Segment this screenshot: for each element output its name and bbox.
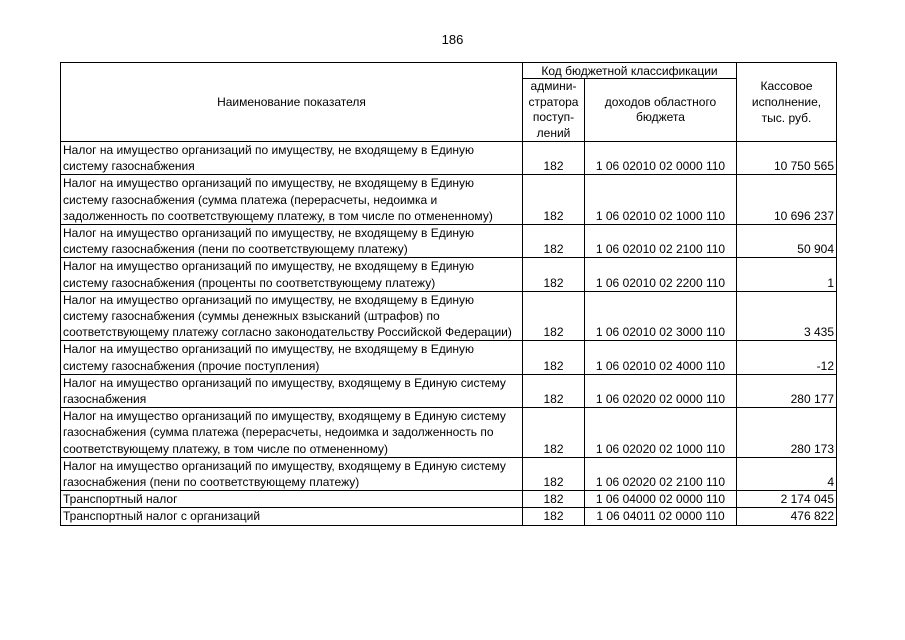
row-cash-execution: 2 174 045 (737, 491, 837, 508)
header-code-group: Код бюджетной классификации (523, 63, 737, 79)
row-administrator-code: 182 (523, 408, 585, 458)
row-indicator-name: Налог на имущество организаций по имуществу, не входящему в Единую систему газоснабжения (суммы денежных взысканий (штрафов) по соответствующему платежу согласно законодательству Российской Федерации) (61, 291, 523, 341)
table-row (61, 374, 837, 407)
row-income-code: 1 06 04000 02 0000 110 (585, 491, 737, 508)
row-administrator-code: 182 (523, 508, 585, 525)
header-cash-execution: Кассовое исполнение, тыс. руб. (737, 63, 837, 142)
row-administrator-code: 182 (523, 491, 585, 508)
row-income-code: 1 06 02010 02 1000 110 (585, 175, 737, 225)
row-administrator-code: 182 (523, 225, 585, 258)
table-row (61, 408, 837, 458)
row-indicator-name: Транспортный налог (61, 491, 523, 508)
row-cash-execution: 476 822 (737, 508, 837, 525)
table-row (61, 175, 837, 225)
row-cash-execution: 10 750 565 (737, 142, 837, 175)
row-cash-execution: 10 696 237 (737, 175, 837, 225)
table-row (61, 491, 837, 508)
row-administrator-code: 182 (523, 175, 585, 225)
row-administrator-code: 182 (523, 142, 585, 175)
page-number: 186 (441, 32, 464, 47)
row-indicator-name: Налог на имущество организаций по имуществу, не входящему в Единую систему газоснабжения (пени по соответствующему платежу) (61, 225, 523, 258)
row-indicator-name: Налог на имущество организаций по имуществу, входящему в Единую систему газоснабжения (61, 374, 523, 407)
row-income-code: 1 06 02010 02 4000 110 (585, 341, 737, 374)
row-income-code: 1 06 02010 02 3000 110 (585, 291, 737, 341)
budget-table (60, 62, 837, 526)
table-row (61, 341, 837, 374)
table-body (61, 142, 837, 526)
header-indicator-name: Наименование показателя (61, 63, 523, 142)
row-income-code: 1 06 02010 02 2100 110 (585, 225, 737, 258)
row-indicator-name: Транспортный налог с организаций (61, 508, 523, 525)
table-row (61, 225, 837, 258)
row-cash-execution: 1 (737, 258, 837, 291)
row-indicator-name: Налог на имущество организаций по имуществу, не входящему в Единую систему газоснабжения (61, 142, 523, 175)
row-administrator-code: 182 (523, 258, 585, 291)
row-cash-execution: 3 435 (737, 291, 837, 341)
row-administrator-code: 182 (523, 341, 585, 374)
table-row (61, 457, 837, 490)
header-administrator: админи-стратора поступ-лений (523, 79, 585, 142)
table-row (61, 291, 837, 341)
row-cash-execution: 280 173 (737, 408, 837, 458)
table-header (61, 63, 837, 142)
row-indicator-name: Налог на имущество организаций по имуществу, не входящему в Единую систему газоснабжения (проценты по соответствующему платежу) (61, 258, 523, 291)
row-cash-execution: -12 (737, 341, 837, 374)
row-indicator-name: Налог на имущество организаций по имуществу, входящему в Единую систему газоснабжения (пени по соответствующему платежу) (61, 457, 523, 490)
header-income-code: доходов областного бюджета (585, 79, 737, 142)
row-administrator-code: 182 (523, 291, 585, 341)
row-income-code: 1 06 02010 02 2200 110 (585, 258, 737, 291)
row-indicator-name: Налог на имущество организаций по имуществу, не входящему в Единую систему газоснабжения (сумма платежа (перерасчеты, недоимка и задолженность по соответствующему платежу, в том числе по отмененному) (61, 175, 523, 225)
row-income-code: 1 06 02010 02 0000 110 (585, 142, 737, 175)
row-cash-execution: 4 (737, 457, 837, 490)
row-income-code: 1 06 02020 02 1000 110 (585, 408, 737, 458)
row-cash-execution: 280 177 (737, 374, 837, 407)
table-row (61, 142, 837, 175)
row-administrator-code: 182 (523, 374, 585, 407)
row-administrator-code: 182 (523, 457, 585, 490)
header-row-top (61, 63, 837, 79)
row-cash-execution: 50 904 (737, 225, 837, 258)
table-row (61, 508, 837, 525)
row-indicator-name: Налог на имущество организаций по имуществу, входящему в Единую систему газоснабжения (сумма платежа (перерасчеты, недоимка и задолженность по соответствующему платежу, в том числе по отмененному) (61, 408, 523, 458)
row-income-code: 1 06 02020 02 0000 110 (585, 374, 737, 407)
row-indicator-name: Налог на имущество организаций по имуществу, не входящему в Единую систему газоснабжения (прочие поступления) (61, 341, 523, 374)
table-row (61, 258, 837, 291)
row-income-code: 1 06 04011 02 0000 110 (585, 508, 737, 525)
row-income-code: 1 06 02020 02 2100 110 (585, 457, 737, 490)
